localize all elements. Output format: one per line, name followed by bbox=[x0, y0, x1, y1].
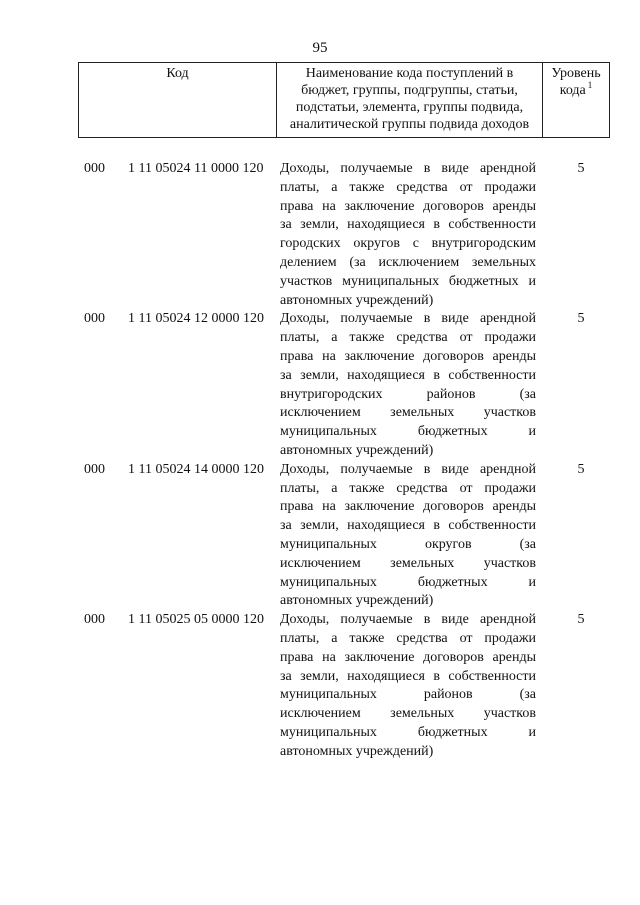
table-row bbox=[78, 160, 610, 310]
header-code: Код bbox=[79, 63, 277, 137]
revenue-code-cell: 1 11 05024 11 0000 120 bbox=[128, 161, 264, 176]
revenue-name-line: муниципальных бюджетных и bbox=[280, 424, 536, 440]
level-cell: 5 bbox=[577, 461, 585, 477]
level-cell: 5 bbox=[577, 612, 585, 628]
revenue-name-cell bbox=[276, 160, 536, 310]
level-cell: 5 bbox=[577, 161, 585, 176]
revenue-name-line: платы, а также средства от продажи bbox=[280, 630, 536, 646]
revenue-name-line: права на заключение договоров аренды bbox=[280, 649, 536, 665]
revenue-name-line: автономных учреждений) bbox=[280, 593, 434, 609]
revenue-name-line: муниципальных округов (за bbox=[280, 536, 536, 552]
header-name bbox=[277, 63, 543, 137]
header-name-line: подстатьи, элемента, группы подвида, bbox=[295, 100, 524, 115]
admin-code-cell: 000 bbox=[84, 612, 105, 628]
revenue-name-cell bbox=[276, 461, 536, 611]
revenue-name-line: платы, а также средства от продажи bbox=[280, 480, 536, 496]
revenue-name-line: за земли, находящиеся в собственности bbox=[280, 367, 536, 383]
admin-code-cell: 000 bbox=[84, 161, 105, 176]
revenue-name-line: внутригородских районов (за bbox=[280, 386, 536, 402]
revenue-name-line: участков муниципальных бюджетных и bbox=[280, 273, 536, 289]
revenue-name-line: за земли, находящиеся в собственности bbox=[280, 518, 536, 534]
revenue-name-line: Доходы, получаемые в виде арендной bbox=[280, 612, 536, 628]
header-level bbox=[543, 63, 609, 137]
revenue-code-cell: 1 11 05024 14 0000 120 bbox=[128, 461, 264, 477]
table-row bbox=[78, 310, 610, 460]
page-number: 95 bbox=[312, 40, 328, 56]
revenue-name-line: муниципальных бюджетных и bbox=[280, 574, 536, 590]
revenue-name-line: права на заключение договоров аренды bbox=[280, 348, 536, 364]
revenue-code-cell: 1 11 05024 12 0000 120 bbox=[128, 311, 264, 327]
revenue-name-line: за земли, находящиеся в собственности bbox=[280, 668, 536, 684]
revenue-name-line: делением (за исключением земельных bbox=[280, 254, 536, 270]
header-level-label: кода bbox=[559, 83, 586, 98]
revenue-name-line: исключением земельных участков bbox=[280, 405, 536, 421]
admin-code-cell: 000 bbox=[84, 461, 105, 477]
revenue-name-cell bbox=[276, 611, 536, 761]
revenue-name-line: автономных учреждений) bbox=[280, 292, 434, 308]
table-row bbox=[78, 461, 610, 611]
revenue-name-line: городских округов с внутригородским bbox=[280, 236, 536, 252]
revenue-name-line: Доходы, получаемые в виде арендной bbox=[280, 161, 536, 176]
header-level-line1: Уровень bbox=[551, 66, 601, 81]
header-level-footnote: 1 bbox=[587, 80, 593, 91]
admin-code-cell: 000 bbox=[84, 311, 105, 327]
revenue-name-line: исключением земельных участков bbox=[280, 706, 536, 722]
table-body bbox=[78, 160, 610, 762]
revenue-name-line: муниципальных бюджетных и bbox=[280, 724, 536, 740]
header-name-line: бюджет, группы, подгруппы, статьи, bbox=[301, 83, 518, 98]
header-name-line: аналитической группы подвида доходов bbox=[289, 117, 530, 132]
level-cell: 5 bbox=[577, 311, 585, 327]
revenue-name-line: платы, а также средства от продажи bbox=[280, 330, 536, 346]
header-name-line: Наименование кода поступлений в bbox=[305, 66, 514, 81]
revenue-name-line: исключением земельных участков bbox=[280, 555, 536, 571]
revenue-name-line: за земли, находящиеся в собственности bbox=[280, 217, 536, 233]
revenue-name-line: автономных учреждений) bbox=[280, 442, 434, 458]
table-row bbox=[78, 611, 610, 761]
revenue-name-cell bbox=[276, 310, 536, 460]
header-level-line2 bbox=[543, 82, 609, 99]
revenue-name-line: права на заключение договоров аренды bbox=[280, 499, 536, 515]
revenue-name-line: платы, а также средства от продажи bbox=[280, 179, 536, 195]
revenue-name-line: Доходы, получаемые в виде арендной bbox=[280, 461, 536, 477]
revenue-name-line: Доходы, получаемые в виде арендной bbox=[280, 311, 536, 327]
table-header bbox=[78, 62, 610, 138]
revenue-name-line: права на заключение договоров аренды bbox=[280, 198, 536, 214]
revenue-code-cell: 1 11 05025 05 0000 120 bbox=[128, 612, 264, 628]
revenue-name-line: автономных учреждений) bbox=[280, 743, 434, 759]
revenue-name-line: муниципальных районов (за bbox=[280, 687, 536, 703]
